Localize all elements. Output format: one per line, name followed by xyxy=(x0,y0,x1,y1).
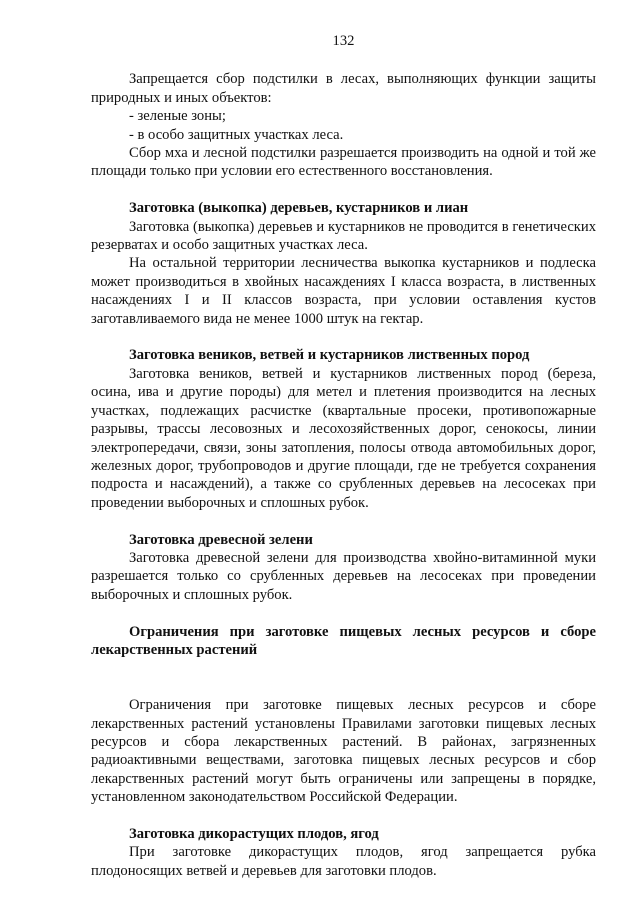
section-heading: Заготовка дикорастущих плодов, ягод xyxy=(129,825,379,842)
paragraph: Заготовка древесной зелени для производства хвойно-витаминной муки разрешается только со срубленных деревьев на лесосеках при проведении выборочных и сплошных рубок. xyxy=(91,549,596,603)
section-heading: Заготовка (выкопка) деревьев, кустарников и лиан xyxy=(129,200,469,217)
paragraph: При заготовке дикорастущих плодов, ягод запрещается рубка плодоносящих ветвей и деревьев для заготовки плодов. xyxy=(91,844,596,879)
paragraph: Заготовка веников, ветвей и кустарников лиственных пород (береза, осина, ива и другие породы) для метел и плетения производится на лесных участках, подлежащих расчистке (квартальные просеки, противопожарные разрывы, трассы лесовозных и лесохозяйственных дорог, сенокосы, линии электропередачи, связи, зоны затопления, полосы отвода автомобильных дорог, железных дорог, трубопроводов и другие площади, где не требуется сохранения подроста и насаждений), а также со срубленных деревьев на лесосеках при проведении выборочных и сплошных рубок. xyxy=(91,365,596,511)
paragraph: Ограничения при заготовке пищевых лесных ресурсов и сборе лекарственных растений установлены Правилами заготовки пищевых лесных ресурсов и сбора лекарственных растений. В районах, загрязненных радиоактивными веществами, заготовка пищевых лесных ресурсов и сбор лекарственных растений могут быть ограничены или запрещены в порядке, установленном законодательством Российской Федерации. xyxy=(91,697,596,806)
section-heading: Заготовка веников, ветвей и кустарников лиственных пород xyxy=(129,347,530,364)
section-heading: Ограничения при заготовке пищевых лесных ресурсов и сборе лекарственных растений xyxy=(91,623,596,658)
paragraph: Запрещается сбор подстилки в лесах, выполняющих функции защиты природных и иных объектов: xyxy=(91,71,596,106)
paragraph: Сбор мха и лесной подстилки разрешается производить на одной и той же площади только при условии его естественного восстановления. xyxy=(91,145,596,180)
paragraph: На остальной территории лесничества выкопка кустарников и подлеска может производиться в хвойных насаждениях I класса возраста, в лиственных насаждениях I и II классов возраста, при условии оставления кустов заготавливаемого вида не менее 1000 штук на гектар. xyxy=(91,255,596,327)
paragraph: Заготовка (выкопка) деревьев и кустарников не проводится в генетических резерватах и особо защитных участках леса. xyxy=(91,218,596,254)
list-item: - в особо защитных участках леса. xyxy=(129,126,344,143)
page-number: 132 xyxy=(332,33,355,49)
list-item: - зеленые зоны; xyxy=(129,108,226,125)
document-page xyxy=(91,32,596,880)
section-heading: Заготовка древесной зелени xyxy=(129,531,313,548)
